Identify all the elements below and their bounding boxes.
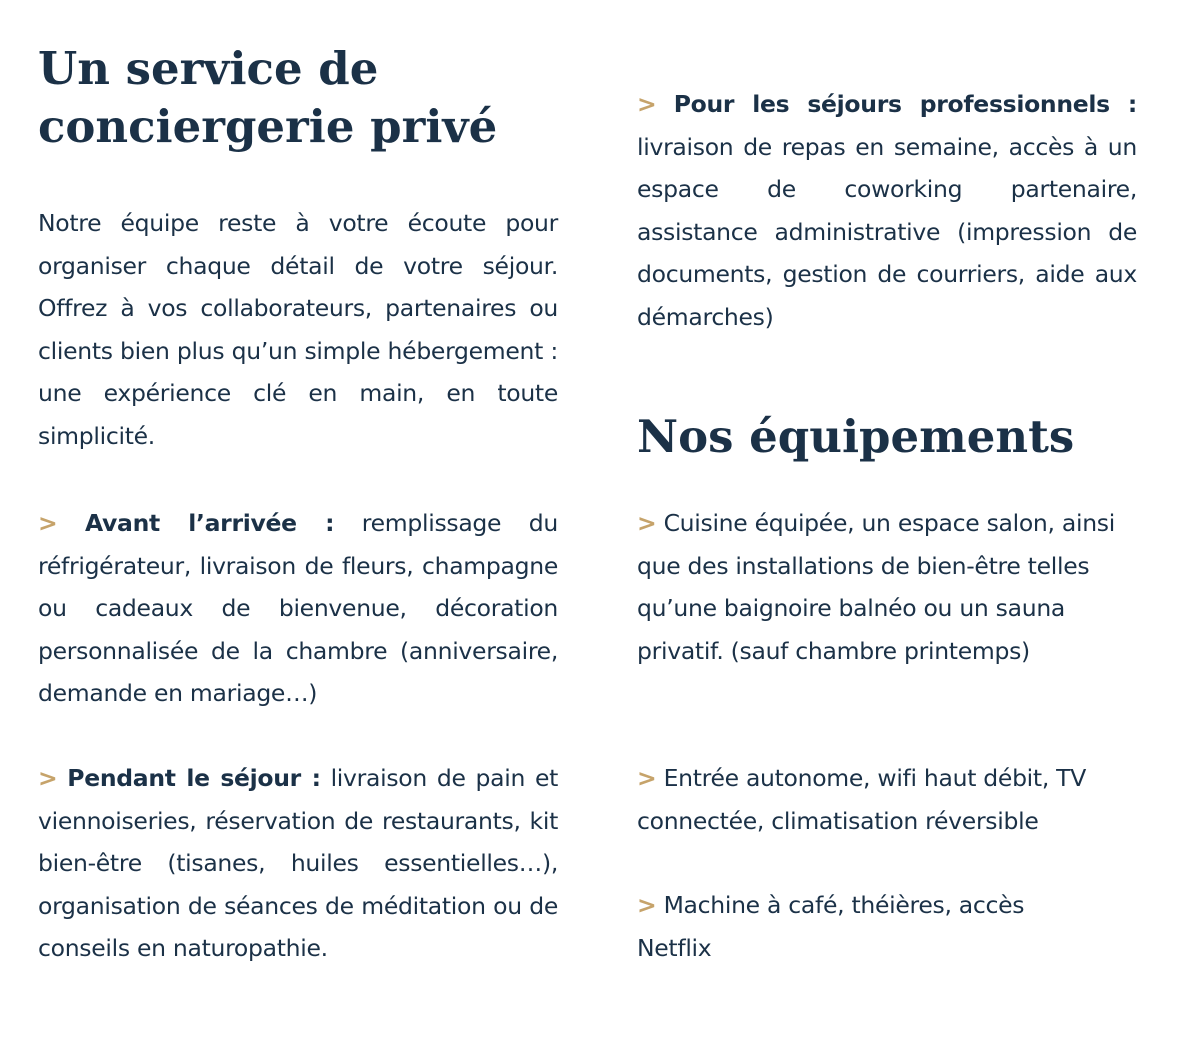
professional-stay-item bbox=[637, 83, 1137, 338]
arrow-icon: > bbox=[637, 90, 657, 118]
arrow-icon: > bbox=[637, 891, 657, 919]
equipment-item bbox=[637, 884, 1077, 969]
during-stay-item bbox=[38, 757, 558, 970]
professional-stay-text: livraison de repas en semaine, accès à un espace de coworking partenaire, assistance administrative (impression de documents, gestion de courriers, aide aux démarches) bbox=[637, 132, 1137, 331]
arrow-icon: > bbox=[637, 764, 657, 792]
equipment-item bbox=[637, 757, 1137, 842]
professional-stay-label: Pour les séjours professionnels : bbox=[673, 90, 1137, 118]
arrow-icon: > bbox=[38, 764, 58, 792]
concierge-title: Un service de conciergerie privé bbox=[38, 42, 498, 153]
arrow-icon: > bbox=[637, 509, 657, 537]
equipment-item bbox=[637, 502, 1117, 672]
during-stay-label: Pendant le séjour : bbox=[67, 764, 321, 792]
before-arrival-item bbox=[38, 502, 558, 715]
arrow-icon: > bbox=[38, 509, 58, 537]
before-arrival-text: remplissage du réfrigérateur, livraison de fleurs, champagne ou cadeaux de bienvenue, décoration personnalisée de la chambre (anniversaire, demande en mariage…) bbox=[38, 509, 558, 707]
equipment-item-text: Entrée autonome, wifi haut débit, TV connectée, climatisation réversible bbox=[637, 764, 1086, 835]
before-arrival-label: Avant l’arrivée : bbox=[84, 509, 335, 537]
equipment-item-text: Cuisine équipée, un espace salon, ainsi que des installations de bien-être telles qu’une baignoire balnéo ou un sauna privatif. (sauf chambre printemps) bbox=[637, 509, 1115, 665]
concierge-intro: Notre équipe reste à votre écoute pour organiser chaque détail de votre séjour. Offrez à vos collaborateurs, partenaires ou clients bien plus qu’un simple hébergement : une expérience clé en main, en toute simplicité. bbox=[38, 209, 558, 450]
during-stay-text: livraison de pain et viennoiseries, réservation de restaurants, kit bien-être (tisanes, huiles essentielles…), organisation de séances de méditation ou de conseils en naturopathie. bbox=[38, 764, 559, 962]
equipment-title: Nos équipements bbox=[637, 410, 1075, 463]
equipment-item-text: Machine à café, théières, accès Netflix bbox=[637, 891, 1025, 962]
